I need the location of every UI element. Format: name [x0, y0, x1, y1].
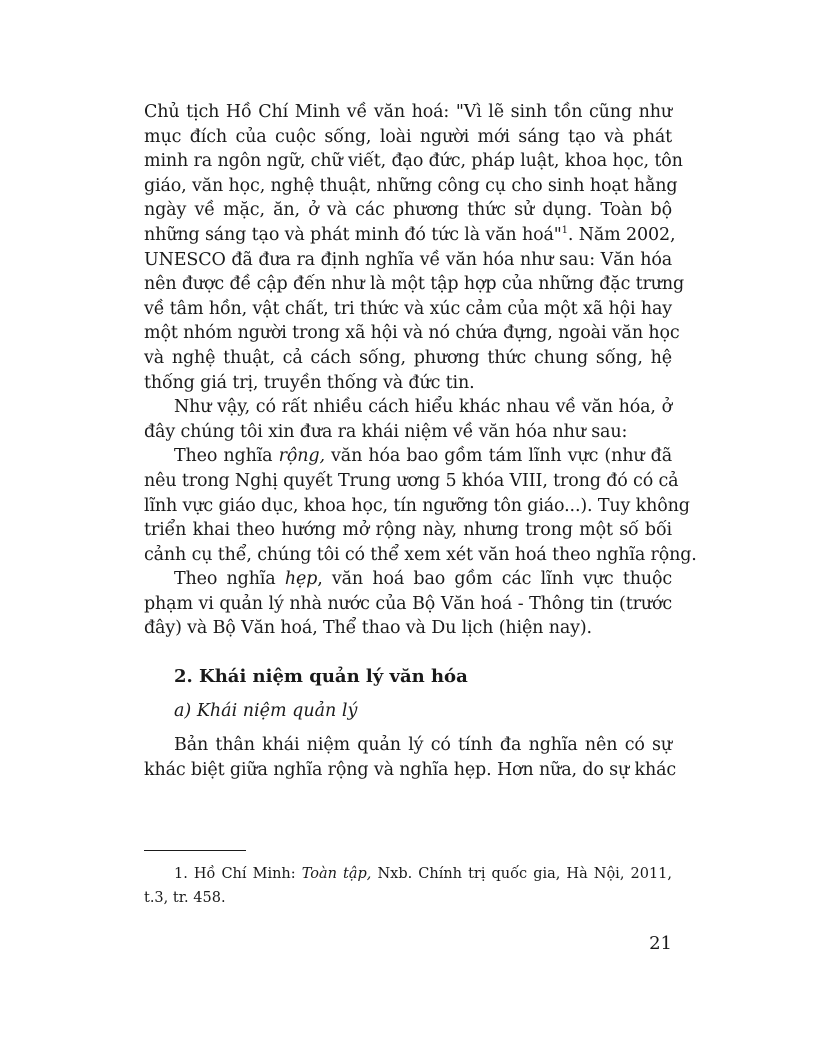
text-line: cảnh cụ thể, chúng tôi có thể xem xét văn hoá theo nghĩa rộng. [144, 544, 697, 565]
text-line: Chủ tịch Hồ Chí Minh về văn hoá: "Vì lẽ sinh tồn cũng như [144, 102, 672, 122]
text-line: ngày về mặc, ăn, ở và các phương thức sử dụng. Toàn bộ [144, 200, 672, 221]
text-segment: Theo nghĩa [174, 446, 279, 467]
text-segment: , văn hoá bao gồm các lĩnh vực thuộc [317, 569, 672, 590]
text-line: phạm vi quản lý nhà nước của Bộ Văn hoá - Thông tin (trước [144, 593, 672, 614]
text-line [144, 444, 672, 469]
text-line: một nhóm người trong xã hội và nó chứa đựng, ngoài văn học [144, 323, 680, 344]
footnote [144, 862, 672, 910]
page-number: 21 [649, 933, 672, 954]
page-body [144, 100, 697, 782]
text-line: đây chúng tôi xin đưa ra khái niệm về văn hóa như sau: [144, 421, 628, 442]
text-line: và nghệ thuật, cả cách sống, phương thức chung sống, hệ [144, 347, 672, 368]
text-line: thống giá trị, truyền thống và đức tin. [144, 372, 475, 393]
text-line: lĩnh vực giáo dục, khoa học, tín ngưỡng tôn giáo...). Tuy không [144, 495, 690, 516]
text-segment: 1. Hồ Chí Minh: [174, 866, 302, 882]
emphasis-text: hẹp [284, 569, 318, 590]
section-heading: 2. Khái niệm quản lý văn hóa [174, 666, 468, 688]
text-segment: . Năm 2002, [567, 224, 676, 245]
text-line: minh ra ngôn ngữ, chữ viết, đạo đức, pháp luật, khoa học, tôn [144, 151, 683, 172]
text-segment: Nxb. Chính trị quốc gia, Hà Nội, 2011, [371, 866, 673, 882]
text-segment: Theo nghĩa [174, 569, 285, 590]
book-title: Toàn tập, [301, 866, 372, 882]
text-line [144, 223, 676, 248]
footnote-line: t.3, tr. 458. [144, 890, 226, 906]
footnote-line [144, 862, 672, 886]
text-line: triển khai theo hướng mở rộng này, nhưng trong một số bối [144, 520, 672, 541]
text-line: UNESCO đã đưa ra định nghĩa về văn hóa như sau: Văn hóa [144, 249, 672, 270]
text-line: giáo, văn học, nghệ thuật, những công cụ cho sinh hoạt hằng [144, 175, 678, 196]
text-line [144, 567, 672, 592]
emphasis-text: rộng, [278, 446, 325, 467]
text-segment: văn hóa bao gồm tám lĩnh vực (như đã [324, 446, 672, 467]
text-line: Như vậy, có rất nhiều cách hiểu khác nhau về văn hóa, ở [174, 397, 672, 418]
text-segment: những sáng tạo và phát minh đó tức là văn hoá" [144, 224, 562, 245]
text-line: đây) và Bộ Văn hoá, Thể thao và Du lịch (hiện nay). [144, 618, 592, 639]
text-line: mục đích của cuộc sống, loài người mới sáng tạo và phát [144, 126, 672, 147]
text-line: Bản thân khái niệm quản lý có tính đa nghĩa nên có sự [174, 735, 672, 756]
text-line: về tâm hồn, vật chất, tri thức và xúc cảm của một xã hội hay [144, 298, 672, 319]
footnote-divider [144, 850, 246, 851]
footnote-marker: 1 [561, 225, 568, 237]
text-line: nêu trong Nghị quyết Trung ương 5 khóa VIII, trong đó có cả [144, 470, 679, 491]
text-line: khác biệt giữa nghĩa rộng và nghĩa hẹp. Hơn nữa, do sự khác [144, 759, 677, 780]
subsection-heading: a) Khái niệm quản lý [174, 701, 358, 722]
text-line: nên được đề cập đến như là một tập hợp của những đặc trưng [144, 274, 685, 295]
